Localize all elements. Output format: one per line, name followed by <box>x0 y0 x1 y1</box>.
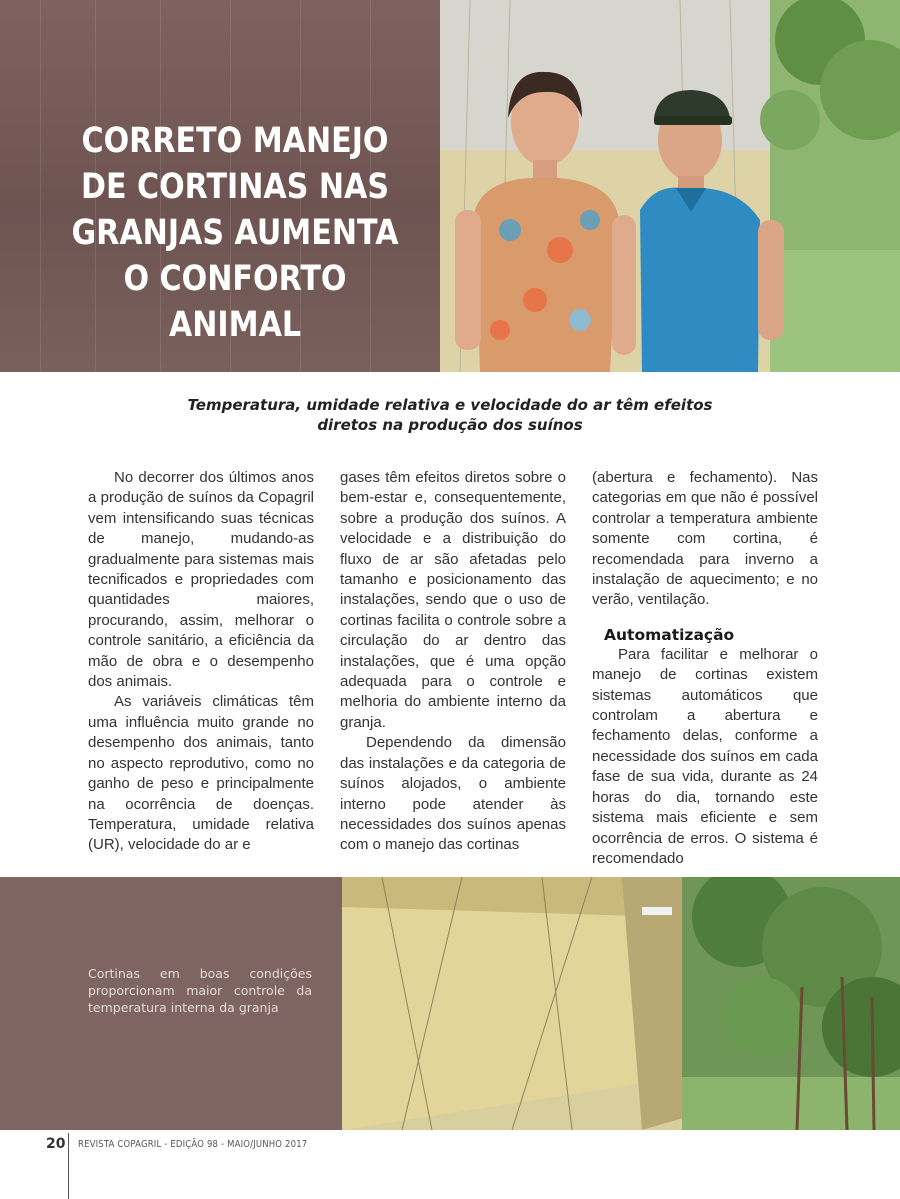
curtains-photo <box>342 877 900 1130</box>
subtitle-line-2: diretos na produção dos suínos <box>317 416 583 434</box>
page-number: 20 <box>46 1136 66 1152</box>
section-heading-automation: Automatização <box>604 625 735 644</box>
hero-banner <box>0 0 900 372</box>
article-subtitle <box>150 395 750 435</box>
paragraph-dimension: Dependendo da dimensão das instalações e da categoria de suínos alojados, o ambiente interno pode atender às necessidades dos suínos apenas com o manejo das cortinas <box>340 734 566 854</box>
photo-caption: Cortinas em boas condições proporcionam maior controle da temperatura interna da granja <box>88 966 312 1015</box>
footer-publication: REVISTA COPAGRIL - EDIÇÃO 98 - MAIO/JUNHO 2017 <box>78 1139 308 1150</box>
subtitle-line-1: Temperatura, umidade relativa e velocidade do ar têm efeitos <box>187 396 713 414</box>
caption-panel <box>0 877 342 1130</box>
footer-divider <box>68 1133 69 1199</box>
paragraph-intro: No decorrer dos últimos anos a produção de suínos da Copagril vem intensificando suas técnicas de manejo, mudando-as gradualmente para sistemas mais tecnificados e propriedades com quantidades maiores, procurando, assim, melhorar o controle sanitário, a eficiência da mão de obra e o desempenho dos animais. <box>88 469 314 691</box>
farmers-photo <box>440 0 900 372</box>
body-column-2 <box>340 468 566 856</box>
paragraph-climate-continued: gases têm efeitos diretos sobre o bem-estar e, consequentemente, sobre a produção dos suínos. A velocidade e a distribuição do fluxo de ar são afetadas pelo tamanho e posicionamento das instalações, sendo que o uso de cortinas facilita o controle sobre a circulação do ar dentro das instalações, que é uma opção adequada para o controle e melhoria do ambiente interno da granja. <box>340 469 566 731</box>
body-column-3 <box>592 468 818 869</box>
paragraph-climate: As variáveis climáticas têm uma influência muito grande no desempenho dos animais, tanto no aspecto reprodutivo, como no ganho de peso e principalmente na ocorrência de doenças. Temperatura, umidade relativa (UR), velocidade do ar e <box>88 693 314 854</box>
body-column-1 <box>88 468 314 856</box>
paragraph-dimension-continued: (abertura e fechamento). Nas categorias em que não é possível controlar a temperatura ambiente somente com cortina, é recomendada para inverno a instalação de aquecimento; e no verão, ventilação. <box>592 469 818 609</box>
article-title: CORRETO MANEJO DE CORTINAS NAS GRANJAS AUMENTA O CONFORTO ANIMAL <box>71 121 399 345</box>
curtain-photo-section <box>0 877 900 1130</box>
paragraph-automation: Para facilitar e melhorar o manejo de cortinas existem sistemas automáticos que controlam a abertura e fechamento delas, conforme a necessidade dos suínos em cada fase de sua vida, durante as 24 horas do dia, tornando este sistema mais eficiente e sem ocorrência de erros. O sistema é recomendado <box>592 645 818 867</box>
